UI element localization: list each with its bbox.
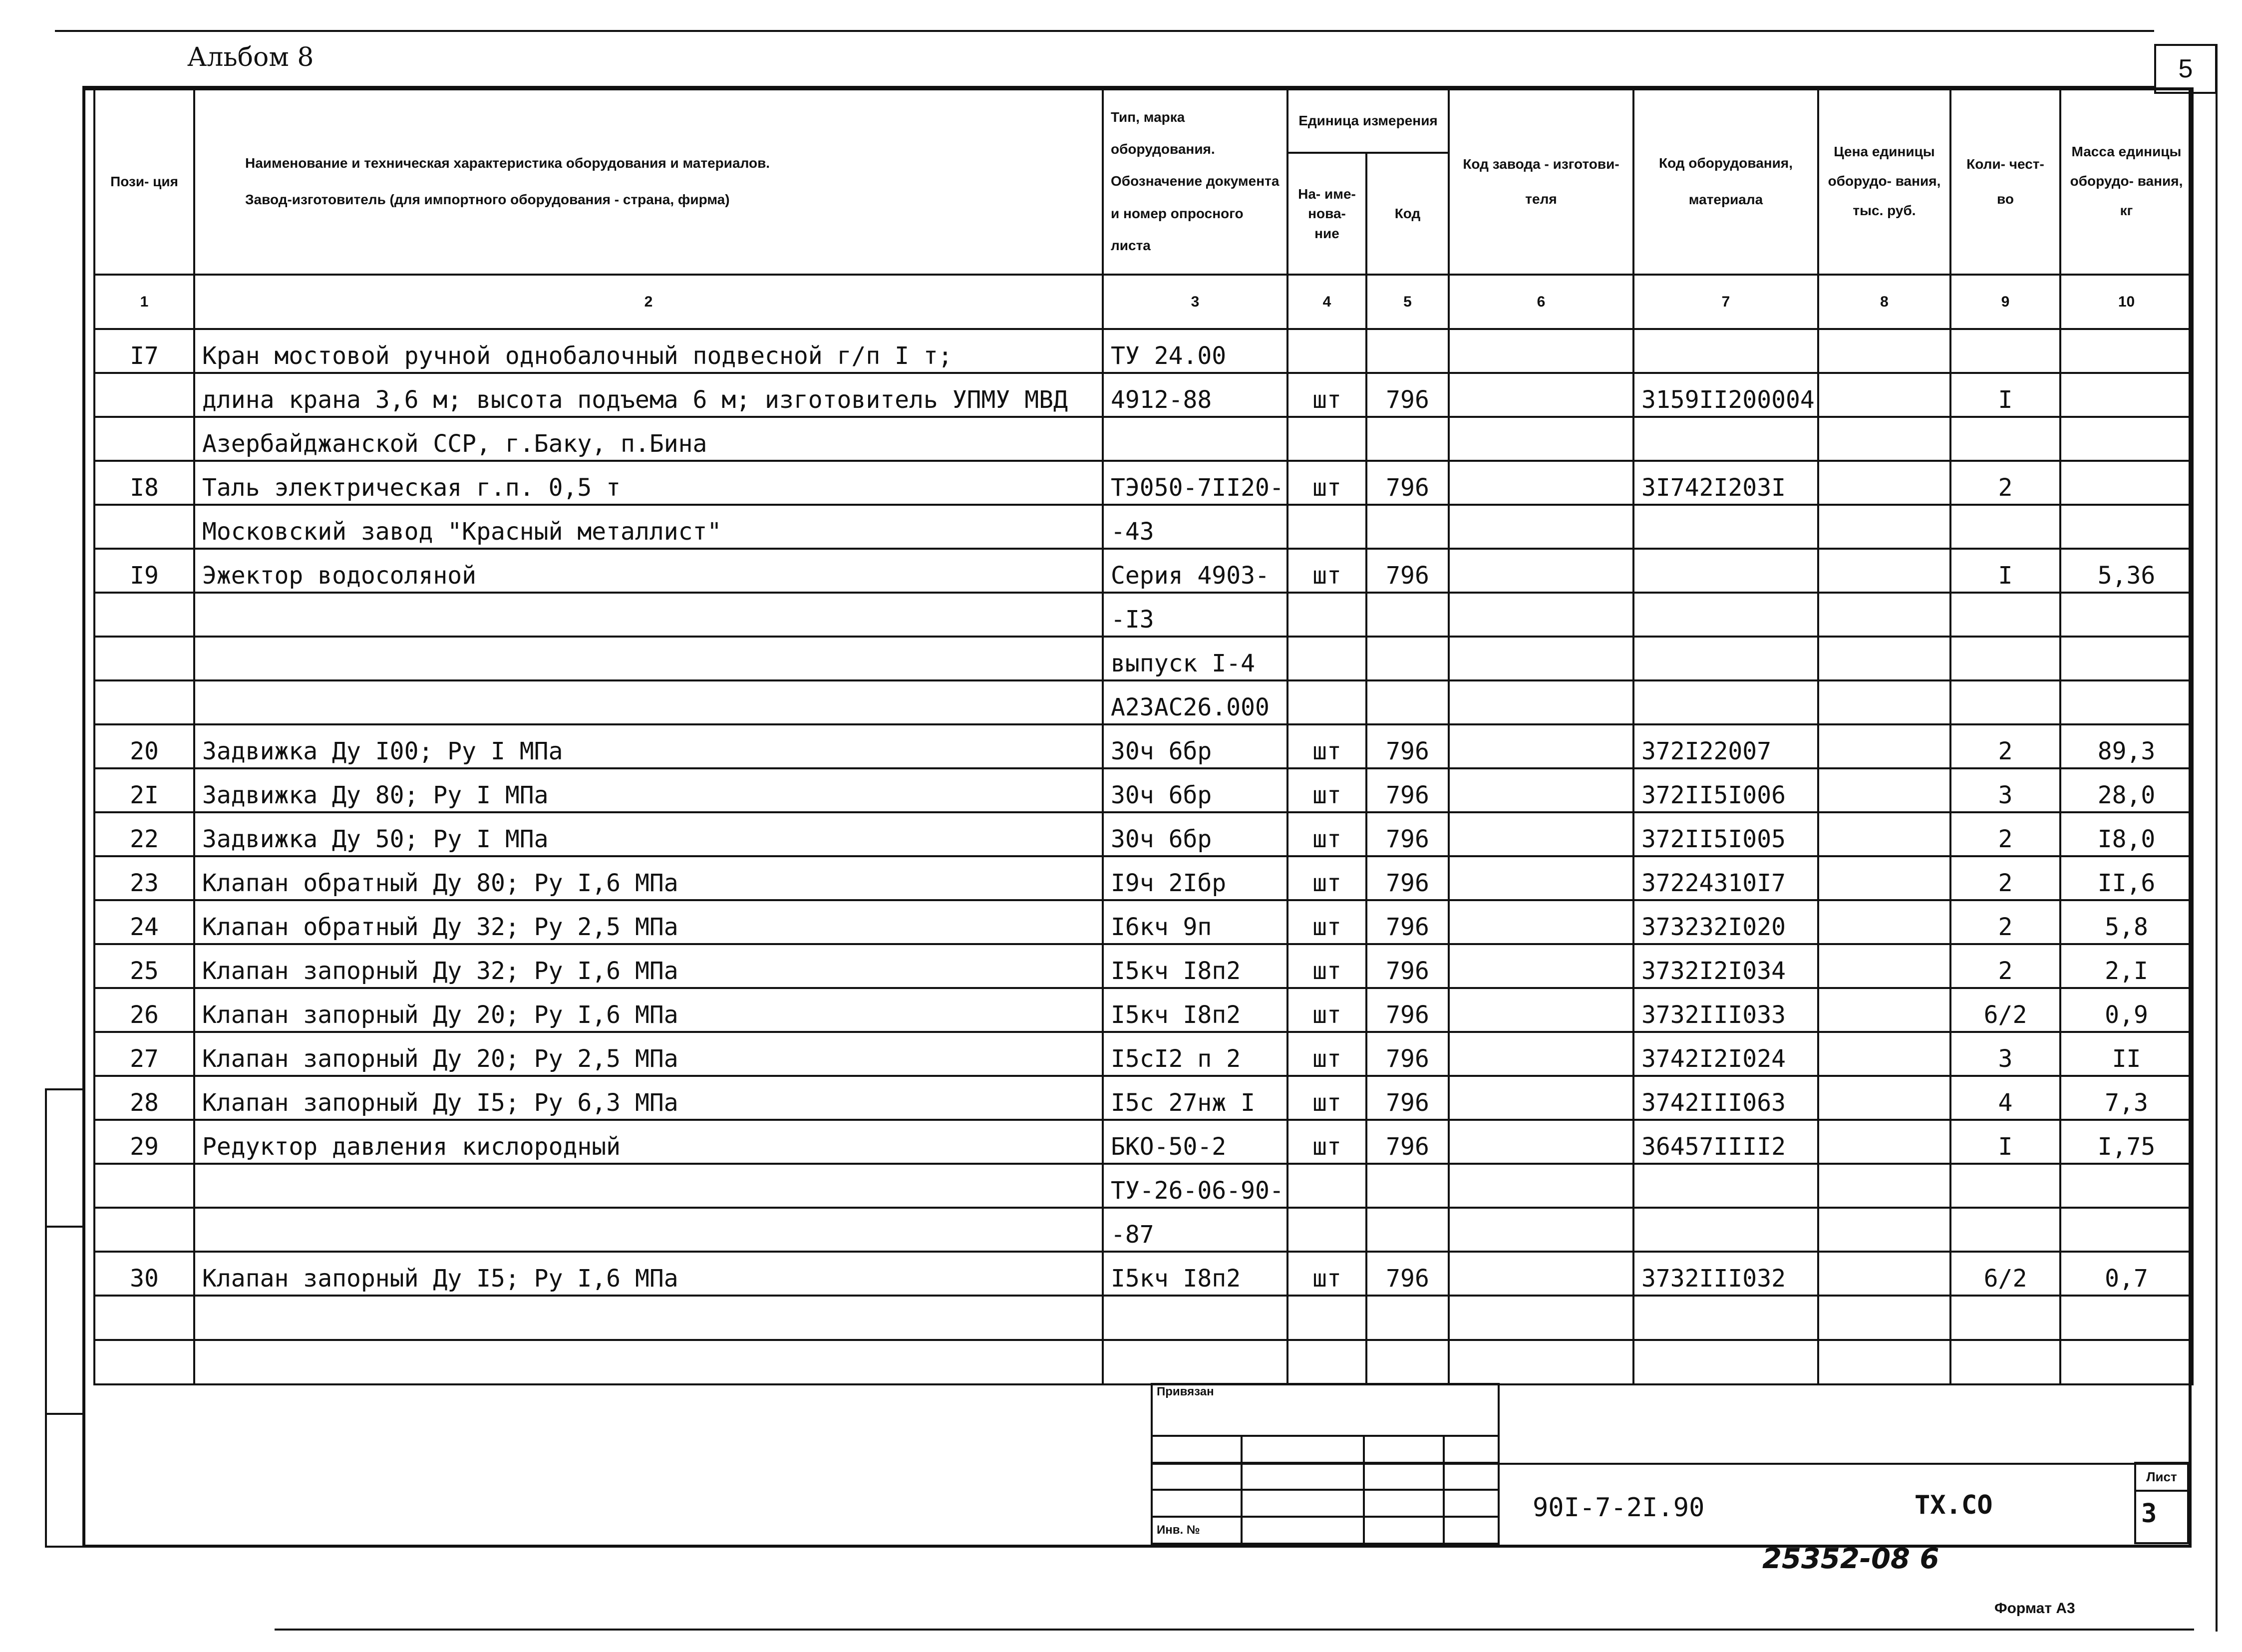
table-row [94,373,2193,417]
cell-type: -43 [1103,505,1287,549]
cell-name [194,593,1103,637]
table-row [94,329,2193,373]
header-unit-code: Код [1366,153,1449,275]
cell-type: БКО-50-2 [1103,1120,1287,1164]
cell-equip: 3732I2I034 [1633,944,1818,988]
column-number: 10 [2060,275,2193,329]
cell-pos: 28 [94,1076,194,1120]
cell-mass: I8,0 [2060,812,2193,856]
cell-equip: 372II5I006 [1633,768,1818,812]
cell-code [1366,1164,1449,1208]
cell-maker [1449,1076,1633,1120]
cell-code: 796 [1366,549,1449,593]
cell-price [1818,1252,1950,1296]
cell-maker [1449,505,1633,549]
cell-equip: 372II5I005 [1633,812,1818,856]
header-equipment-code: Код оборудования, материала [1633,88,1818,275]
table-row [94,812,2193,856]
table-row [94,680,2193,724]
column-number: 1 [94,275,194,329]
cell-code: 796 [1366,724,1449,768]
cell-unit [1287,637,1366,680]
cell-equip [1633,505,1818,549]
cell-unit [1287,417,1366,461]
cell-unit: шт [1287,1252,1366,1296]
cell-price [1818,373,1950,417]
table-row [94,1208,2193,1252]
header-price: Цена единицы оборудо- вания, тыс. руб. [1818,88,1950,275]
cell-mass: II,6 [2060,856,2193,900]
cell-code: 796 [1366,856,1449,900]
cell-maker [1449,1164,1633,1208]
cell-unit: шт [1287,1032,1366,1076]
cell-mass: 2,I [2060,944,2193,988]
column-number: 6 [1449,275,1633,329]
cell-type: Серия 4903- [1103,549,1287,593]
cell-code: 796 [1366,1032,1449,1076]
cell-maker [1449,944,1633,988]
cell-name: Клапан запорный Ду I5; Ру I,6 МПа [194,1252,1103,1296]
cell-unit: шт [1287,900,1366,944]
cell-pos: 30 [94,1252,194,1296]
cell-pos [94,1208,194,1252]
top-rule [55,30,2154,32]
column-number: 8 [1818,275,1950,329]
cell-qty: 6/2 [1950,1252,2060,1296]
cell-qty [1950,505,2060,549]
cell-type: -87 [1103,1208,1287,1252]
cell-code [1366,505,1449,549]
cell-price [1818,856,1950,900]
cell-name: Клапан обратный Ду 80; Ру I,6 МПа [194,856,1103,900]
column-number: 3 [1103,275,1287,329]
cell-code [1366,637,1449,680]
cell-unit: шт [1287,988,1366,1032]
cell-maker [1449,768,1633,812]
cell-unit [1287,593,1366,637]
cell-pos: 23 [94,856,194,900]
table-row [94,1076,2193,1120]
cell-type: А23АС26.000 [1103,680,1287,724]
cell-type: I6кч 9п [1103,900,1287,944]
cell-price [1818,1164,1950,1208]
cell-equip [1633,1164,1818,1208]
cell-unit [1287,329,1366,373]
cell-unit: шт [1287,724,1366,768]
cell-name: Таль электрическая г.п. 0,5 т [194,461,1103,505]
cell-type: I5кч I8п2 [1103,988,1287,1032]
header-name [194,88,1103,275]
cell-price [1818,1120,1950,1164]
cell-price [1818,461,1950,505]
cell-price [1818,944,1950,988]
table-row [94,768,2193,812]
cell-unit [1287,680,1366,724]
cell-price [1818,900,1950,944]
cell-maker [1449,373,1633,417]
cell-qty: 2 [1950,461,2060,505]
cell-name: Клапан обратный Ду 32; Ру 2,5 МПа [194,900,1103,944]
column-number: 5 [1366,275,1449,329]
cell-code: 796 [1366,1120,1449,1164]
header-position: Пози- ция [94,88,194,275]
cell-qty [1950,593,2060,637]
document-number: 90I-7-2I.90 [1533,1493,1705,1523]
cell-pos: 2I [94,768,194,812]
cell-equip [1633,549,1818,593]
binding-strip [45,1088,47,1548]
cell-mass [2060,680,2193,724]
cell-qty: I [1950,373,2060,417]
cell-maker [1449,1032,1633,1076]
cell-name: Эжектор водосоляной [194,549,1103,593]
cell-pos: 27 [94,1032,194,1076]
cell-maker [1449,593,1633,637]
cell-type: I9ч 2Iбр [1103,856,1287,900]
empty-row [94,1296,2193,1340]
cell-unit: шт [1287,812,1366,856]
cell-maker [1449,988,1633,1032]
cell-code [1366,680,1449,724]
table-row [94,593,2193,637]
cell-maker [1449,417,1633,461]
cell-price [1818,680,1950,724]
cell-name: Клапан запорный Ду 32; Ру I,6 МПа [194,944,1103,988]
cell-equip [1633,637,1818,680]
table-row [94,549,2193,593]
cell-code: 796 [1366,944,1449,988]
cell-code: 796 [1366,1076,1449,1120]
right-edge-rule [2216,44,2218,1632]
cell-qty [1950,1164,2060,1208]
cell-qty [1950,329,2060,373]
cell-pos [94,1164,194,1208]
cell-code: 796 [1366,900,1449,944]
cell-equip [1633,680,1818,724]
cell-name: Клапан запорный Ду I5; Ру 6,3 МПа [194,1076,1103,1120]
table-row [94,856,2193,900]
cell-type: I5кч I8п2 [1103,944,1287,988]
cell-type: 30ч 6бр [1103,724,1287,768]
bottom-rule [275,1629,2194,1631]
cell-equip: 3742I2I024 [1633,1032,1818,1076]
cell-type: I5с 27нж I [1103,1076,1287,1120]
cell-price [1818,812,1950,856]
cell-name: Задвижка Ду 50; Ру I МПа [194,812,1103,856]
header-maker-code: Код завода - изготови- теля [1449,88,1633,275]
cell-pos: 25 [94,944,194,988]
table-row [94,988,2193,1032]
cell-name [194,1164,1103,1208]
table-row [94,417,2193,461]
table-row [94,900,2193,944]
cell-type: выпуск I-4 [1103,637,1287,680]
column-number-row [94,275,2193,329]
cell-maker [1449,1252,1633,1296]
cell-price [1818,549,1950,593]
cell-name: Задвижка Ду I00; Ру I МПа [194,724,1103,768]
cell-type: ТУ-26-06-90- [1103,1164,1287,1208]
cell-price [1818,593,1950,637]
cell-maker [1449,812,1633,856]
cell-mass: II [2060,1032,2193,1076]
cell-unit [1287,505,1366,549]
table-row [94,637,2193,680]
header-name-line2: Завод-изготовитель (для импортного оборудования - страна, фирма) [245,191,730,207]
cell-qty: 4 [1950,1076,2060,1120]
cell-price [1818,1208,1950,1252]
cell-unit: шт [1287,768,1366,812]
cell-pos [94,373,194,417]
cell-equip: 3732III032 [1633,1252,1818,1296]
cell-mass [2060,329,2193,373]
cell-unit: шт [1287,373,1366,417]
cell-name: Клапан запорный Ду 20; Ру 2,5 МПа [194,1032,1103,1076]
cell-unit: шт [1287,549,1366,593]
cell-qty [1950,417,2060,461]
cell-qty [1950,637,2060,680]
binding-strip-top [45,1088,84,1090]
cell-pos: 20 [94,724,194,768]
cell-equip: 3I742I203I [1633,461,1818,505]
cell-equip [1633,417,1818,461]
cell-unit: шт [1287,1076,1366,1120]
cell-equip: 3732III033 [1633,988,1818,1032]
cell-type: 30ч 6бр [1103,812,1287,856]
cell-maker [1449,329,1633,373]
stamp-attached-label: Привязан [1152,1384,1499,1436]
cell-qty: I [1950,549,2060,593]
cell-name: Задвижка Ду 80; Ру I МПа [194,768,1103,812]
cell-unit: шт [1287,944,1366,988]
cell-unit [1287,1208,1366,1252]
cell-mass: 0,9 [2060,988,2193,1032]
cell-equip: 36457IIII2 [1633,1120,1818,1164]
cell-code: 796 [1366,1252,1449,1296]
binding-strip-mid1 [45,1226,84,1228]
cell-name [194,637,1103,680]
specification-rows [94,329,2193,1296]
cell-mass [2060,1164,2193,1208]
cell-code [1366,417,1449,461]
column-number: 9 [1950,275,2060,329]
cell-maker [1449,461,1633,505]
cell-code: 796 [1366,768,1449,812]
cell-qty: 3 [1950,1032,2060,1076]
column-number: 4 [1287,275,1366,329]
cell-mass [2060,417,2193,461]
cell-name [194,680,1103,724]
cell-mass: 0,7 [2060,1252,2193,1296]
cell-type: 30ч 6бр [1103,768,1287,812]
cell-maker [1449,680,1633,724]
table-row [94,1252,2193,1296]
table-row [94,505,2193,549]
cell-price [1818,1076,1950,1120]
cell-qty: 2 [1950,724,2060,768]
header-mass: Масса единицы оборудо- вания, кг [2060,88,2193,275]
column-number: 7 [1633,275,1818,329]
cell-type: 4912-88 [1103,373,1287,417]
cell-pos: 29 [94,1120,194,1164]
album-label: Альбом 8 [187,42,314,72]
cell-equip: 3742III063 [1633,1076,1818,1120]
cell-maker [1449,724,1633,768]
table-row [94,724,2193,768]
cell-code [1366,1208,1449,1252]
header-quantity: Коли- чест- во [1950,88,2060,275]
cell-qty: 2 [1950,944,2060,988]
stamp-inventory-label: Инв. № [1152,1517,1242,1544]
cell-pos [94,417,194,461]
cell-pos: I8 [94,461,194,505]
cell-equip [1633,593,1818,637]
cell-mass [2060,593,2193,637]
cell-name: Азербайджанской ССР, г.Баку, п.Бина [194,417,1103,461]
cell-equip: 373232I020 [1633,900,1818,944]
cell-equip [1633,1208,1818,1252]
binding-strip-mid2 [45,1413,84,1415]
cell-price [1818,417,1950,461]
header-type: Тип, марка оборудования. Обозначение документа и номер опросного листа [1103,88,1287,275]
page-number: 5 [2154,44,2217,94]
format-label: Формат А3 [1994,1600,2075,1617]
cell-equip: 372I22007 [1633,724,1818,768]
cell-type: ТЭ050-7II20- [1103,461,1287,505]
cell-mass: 5,36 [2060,549,2193,593]
document-code: ТХ.СО [1915,1490,1993,1520]
cell-unit: шт [1287,856,1366,900]
cell-qty: 2 [1950,856,2060,900]
binding-strip-bottom [45,1546,84,1548]
cell-mass: 5,8 [2060,900,2193,944]
cell-maker [1449,637,1633,680]
cell-equip: 3159II200004 [1633,373,1818,417]
cell-mass [2060,637,2193,680]
cell-qty: I [1950,1120,2060,1164]
cell-maker [1449,1208,1633,1252]
cell-pos [94,505,194,549]
table-row [94,1164,2193,1208]
cell-pos: 22 [94,812,194,856]
cell-mass [2060,1208,2193,1252]
cell-code: 796 [1366,812,1449,856]
cell-type [1103,417,1287,461]
cell-type: -I3 [1103,593,1287,637]
cell-code: 796 [1366,988,1449,1032]
cell-unit: шт [1287,461,1366,505]
column-number: 2 [194,275,1103,329]
cell-pos: 24 [94,900,194,944]
header-name-line1: Наименование и техническая характеристика оборудования и материалов. [245,155,770,171]
cell-mass: 28,0 [2060,768,2193,812]
cell-maker [1449,856,1633,900]
cell-mass: 89,3 [2060,724,2193,768]
cell-name: длина крана 3,6 м; высота подъема 6 м; изготовитель УПМУ МВД [194,373,1103,417]
cell-maker [1449,900,1633,944]
handwritten-number: 25352-08 6 [1762,1543,1939,1575]
cell-qty: 2 [1950,812,2060,856]
header-unit-group: Единица измерения [1287,88,1449,153]
cell-price [1818,768,1950,812]
cell-pos: I7 [94,329,194,373]
cell-mass [2060,505,2193,549]
cell-qty [1950,1208,2060,1252]
cell-mass: 7,3 [2060,1076,2193,1120]
cell-mass: I,75 [2060,1120,2193,1164]
cell-price [1818,1032,1950,1076]
cell-price [1818,988,1950,1032]
title-block-rule [1151,1463,2192,1465]
cell-mass [2060,461,2193,505]
header-unit-name: На- име- нова- ние [1287,153,1366,275]
cell-name [194,1208,1103,1252]
sheet-number: 3 [2141,1499,2157,1529]
table-row [94,944,2193,988]
table-row [94,1032,2193,1076]
cell-pos: I9 [94,549,194,593]
cell-code: 796 [1366,461,1449,505]
cell-pos [94,593,194,637]
table-row [94,1120,2193,1164]
cell-code: 796 [1366,373,1449,417]
cell-qty: 2 [1950,900,2060,944]
cell-pos [94,637,194,680]
cell-pos [94,680,194,724]
cell-type: I5сI2 п 2 [1103,1032,1287,1076]
cell-name: Клапан запорный Ду 20; Ру I,6 МПа [194,988,1103,1032]
cell-type: I5кч I8п2 [1103,1252,1287,1296]
cell-maker [1449,549,1633,593]
cell-name: Московский завод "Красный металлист" [194,505,1103,549]
cell-mass [2060,373,2193,417]
sheet-label: Лист [2136,1464,2187,1492]
cell-maker [1449,1120,1633,1164]
cell-qty: 6/2 [1950,988,2060,1032]
sheet-number-box [2134,1462,2189,1544]
cell-type: ТУ 24.00 [1103,329,1287,373]
cell-pos: 26 [94,988,194,1032]
cell-qty [1950,680,2060,724]
cell-price [1818,724,1950,768]
cell-qty: 3 [1950,768,2060,812]
specification-table [93,87,2194,1385]
cell-unit [1287,1164,1366,1208]
cell-name: Кран мостовой ручной однобалочный подвесной г/п I т; [194,329,1103,373]
cell-equip [1633,329,1818,373]
cell-price [1818,637,1950,680]
cell-unit: шт [1287,1120,1366,1164]
table-row [94,461,2193,505]
cell-name: Редуктор давления кислородный [194,1120,1103,1164]
cell-equip: 37224310I7 [1633,856,1818,900]
cell-price [1818,329,1950,373]
cell-price [1818,505,1950,549]
cell-code [1366,593,1449,637]
empty-row [94,1340,2193,1384]
cell-code [1366,329,1449,373]
